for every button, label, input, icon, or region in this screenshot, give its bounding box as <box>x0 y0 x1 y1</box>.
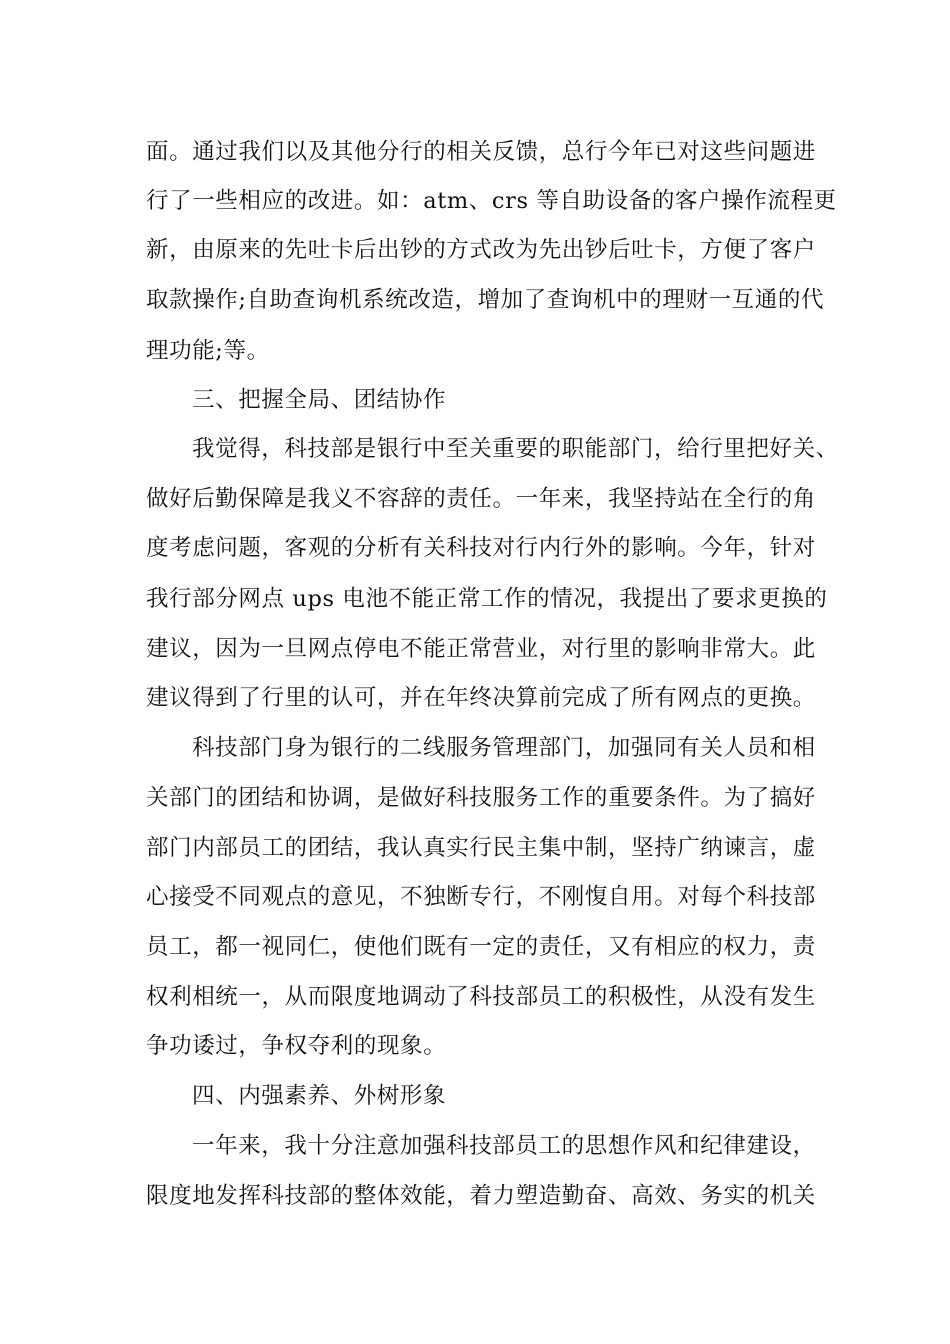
paragraph-line: 我行部分网点 ups 电池不能正常工作的情况，我提出了要求更换的 <box>146 586 828 612</box>
paragraph-line: 心接受不同观点的意见，不独断专行，不刚愎自用。对每个科技部 <box>146 884 816 910</box>
paragraph-line: 做好后勤保障是我义不容辞的责任。一年来，我坚持站在全行的角 <box>146 486 816 512</box>
paragraph-line: 面。通过我们以及其他分行的相关反馈，总行今年已对这些问题进 <box>146 139 816 165</box>
paragraph-line: 取款操作;自助查询机系统改造，增加了查询机中的理财一互通的代 <box>146 287 825 313</box>
paragraph-line: 科技部门身为银行的二线服务管理部门，加强同有关人员和相 <box>192 735 816 761</box>
paragraph-line: 我觉得，科技部是银行中至关重要的职能部门，给行里把好关、 <box>192 436 839 462</box>
paragraph-line: 争功诿过，争权夺利的现象。 <box>146 1033 447 1059</box>
paragraph-line: 行了一些相应的改进。如：atm、crs 等自助设备的客户操作流程更 <box>146 188 837 214</box>
paragraph-line: 新，由原来的先吐卡后出钞的方式改为先出钞后吐卡，方便了客户 <box>146 237 816 263</box>
paragraph-line: 部门内部员工的团结，我认真实行民主集中制，坚持广纳谏言，虚 <box>146 835 816 861</box>
section-heading: 三、把握全局、团结协作 <box>192 387 447 413</box>
paragraph-line: 权利相统一，从而限度地调动了科技部员工的积极性，从没有发生 <box>146 984 816 1010</box>
paragraph-line: 员工，都一视同仁，使他们既有一定的责任，又有相应的权力，责 <box>146 934 816 960</box>
paragraph-line: 建议，因为一旦网点停电不能正常营业，对行里的影响非常大。此 <box>146 636 816 662</box>
paragraph-line: 限度地发挥科技部的整体效能，着力塑造勤奋、高效、务实的机关 <box>146 1183 816 1209</box>
section-heading: 四、内强素养、外树形象 <box>192 1083 447 1109</box>
paragraph-line: 关部门的团结和协调，是做好科技服务工作的重要条件。为了搞好 <box>146 785 816 811</box>
paragraph-line: 理功能;等。 <box>146 338 270 364</box>
paragraph-line: 建议得到了行里的认可，并在年终决算前完成了所有网点的更换。 <box>146 685 816 711</box>
paragraph-line: 一年来，我十分注意加强科技部员工的思想作风和纪律建设， <box>192 1133 816 1159</box>
paragraph-line: 度考虑问题，客观的分析有关科技对行内行外的影响。今年，针对 <box>146 535 816 561</box>
